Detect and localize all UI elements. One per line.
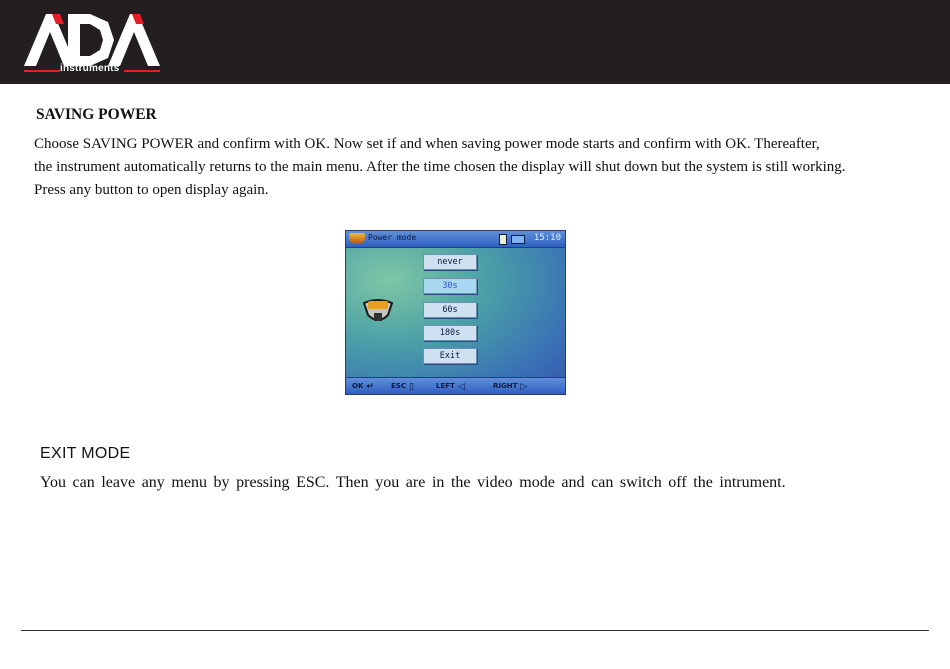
hint-left [436, 382, 465, 392]
arrow-left-icon: ◁ [457, 382, 465, 392]
hint-ok [352, 382, 374, 392]
device-screenshot [345, 230, 566, 395]
paragraph-line: the instrument automatically returns to the main menu. After the time chosen the display will shut down but the system is still working. [34, 159, 846, 175]
menu-option-never[interactable]: never [423, 254, 477, 270]
arrow-right-icon: ▷ [520, 382, 528, 392]
paragraph-line: Choose SAVING POWER and confirm with OK. Now set if and when saving power mode starts and confirm with OK. Thereafter, [34, 136, 820, 152]
hint-left-label: LEFT [436, 382, 455, 390]
power-mode-icon [349, 233, 365, 244]
device-title-bar [346, 231, 565, 248]
power-mode-large-icon [362, 297, 394, 327]
paragraph-line: Press any button to open display again. [34, 182, 269, 198]
hint-ok-label: OK [352, 382, 364, 390]
door-icon: ▯ [408, 382, 414, 392]
footer-divider [21, 630, 929, 631]
hint-esc-label: ESC [391, 382, 406, 390]
saving-power-paragraph [34, 133, 934, 202]
device-screen-title: Power mode [368, 233, 417, 242]
sd-card-icon [499, 234, 507, 245]
page-header [0, 0, 950, 84]
hint-right [493, 382, 527, 392]
hint-right-label: RIGHT [493, 382, 518, 390]
section-title-saving-power: SAVING POWER [36, 106, 157, 123]
section-title-exit-mode: EXIT MODE [40, 445, 131, 462]
device-hint-bar [346, 377, 565, 394]
battery-icon [511, 235, 525, 244]
menu-option-60s[interactable]: 60s [423, 302, 477, 318]
exit-mode-paragraph: You can leave any menu by pressing ESC. Then you are in the video mode and can switch off the intrument. [40, 474, 786, 491]
enter-icon: ↵ [366, 382, 374, 392]
menu-option-exit[interactable]: Exit [423, 348, 477, 364]
menu-option-30s[interactable]: 30s [423, 278, 477, 294]
hint-esc [391, 382, 414, 392]
menu-option-180s[interactable]: 180s [423, 325, 477, 341]
device-clock: 15:10 [533, 233, 561, 243]
logo-subtext: instruments [60, 63, 120, 74]
